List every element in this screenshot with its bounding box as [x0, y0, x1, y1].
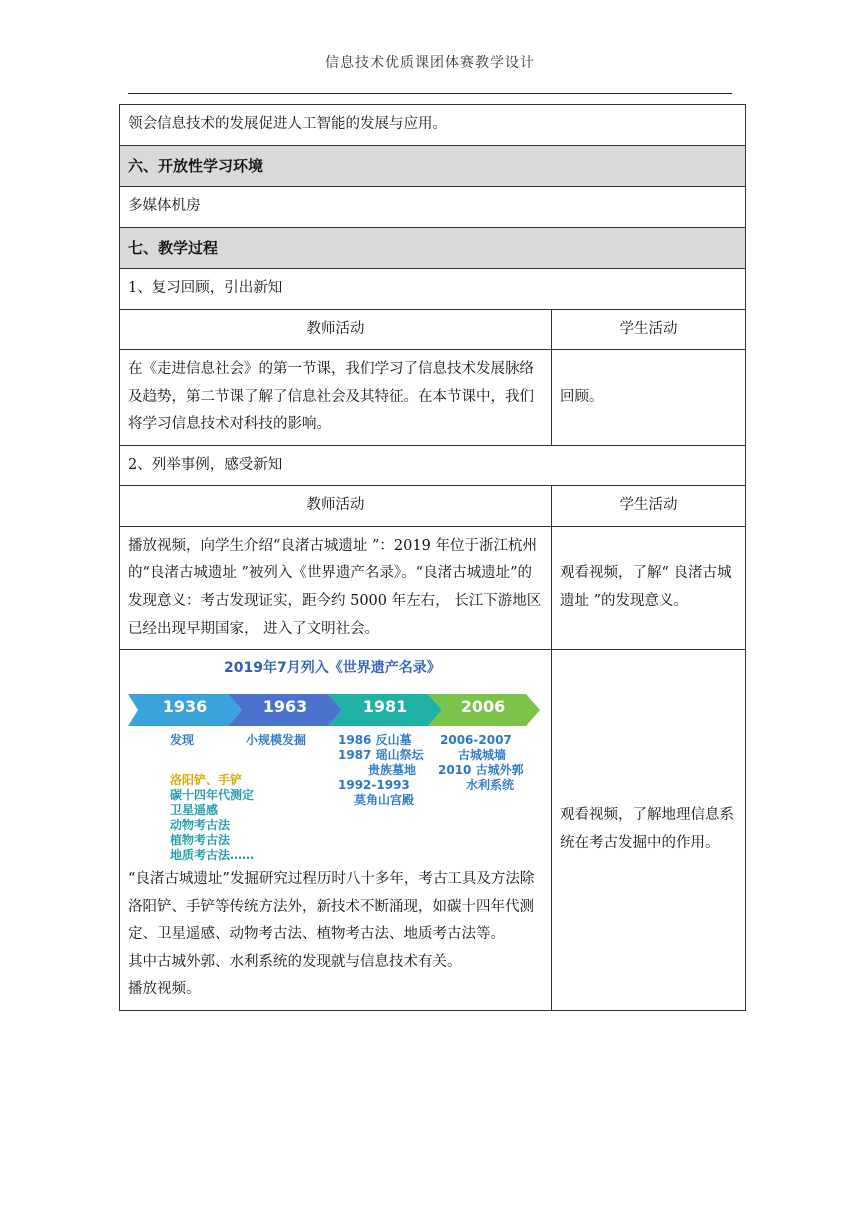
header-divider	[128, 93, 732, 94]
table-row	[120, 309, 746, 350]
section-heading-process: 七、教学过程	[120, 227, 746, 269]
table-row	[120, 445, 746, 486]
timeline-method-3: 动物考古法	[170, 818, 231, 833]
step3-teacher-activity	[120, 650, 552, 1011]
table-row	[120, 145, 746, 187]
step2-student-activity: 观看视频，了解“ 良渚古城遗址 ”的发现意义。	[552, 526, 746, 649]
timeline-method-0: 洛阳铲、手铲	[170, 773, 243, 788]
timeline-label-1981-4: 莫角山宫殿	[354, 793, 415, 808]
intro-text: 领会信息技术的发展促进人工智能的发展与应用。	[120, 105, 746, 146]
timeline-year-1936: 1936	[162, 697, 208, 717]
timeline-year-1963: 1963	[262, 697, 308, 717]
teacher-activity-header: 教师活动	[120, 309, 552, 350]
timeline-label-2006-3: 水利系统	[466, 778, 515, 793]
timeline-title: 2019年7月列入《世界遗产名录》	[224, 660, 441, 677]
step1-title: 1、复习回顾，引出新知	[120, 269, 746, 310]
step2-teacher-activity: 播放视频，向学生介绍“良渚古城遗址 ”：2019 年位于浙江杭州的“良渚古城遗址 ”被列入《世界遗产名录》。“良渚古城遗址”的发现意义：考古发现证实，距今约 5000 年左右， 长江下游地区已经出现早期国家， 进入了文明社会。	[120, 526, 552, 649]
timeline-year-2006: 2006	[460, 697, 506, 717]
table-row	[120, 105, 746, 146]
table-row	[120, 227, 746, 269]
lesson-plan-table	[119, 104, 746, 1011]
step1-student-activity: 回顾。	[552, 350, 746, 446]
step3-paragraph-2: 其中古城外郭、水利系统的发现就与信息技术有关。	[128, 953, 462, 970]
timeline-method-2: 卫星遥感	[170, 803, 219, 818]
timeline-method-5: 地质考古法……	[170, 848, 255, 863]
step2-title: 2、列举事例，感受新知	[120, 445, 746, 486]
timeline-label-1981-0: 1986 反山墓	[338, 733, 412, 748]
teacher-activity-header: 教师活动	[120, 486, 552, 527]
timeline-label-2006-0: 2006-2007	[440, 733, 512, 748]
table-row	[120, 650, 746, 1011]
section-heading-environment: 六、开放性学习环境	[120, 145, 746, 187]
step3-student-activity: 观看视频，了解地理信息系统在考古发掘中的作用。	[552, 650, 746, 1011]
page-header: 信息技术优质课团体赛教学设计	[325, 55, 535, 71]
table-row	[120, 187, 746, 228]
table-row	[120, 269, 746, 310]
step3-paragraph-3: 播放视频。	[128, 981, 201, 998]
table-row	[120, 350, 746, 446]
timeline-label-2006-1: 古城城墙	[458, 748, 507, 763]
timeline-label-1981-3: 1992-1993	[338, 778, 410, 793]
student-activity-header: 学生活动	[552, 486, 746, 527]
timeline-label-1981-1: 1987 瑶山祭坛	[338, 748, 424, 763]
student-activity-header: 学生活动	[552, 309, 746, 350]
step3-paragraph-1: “良渚古城遗址”发掘研究过程历时八十多年，考古工具及方法除洛阳铲、手铲等传统方法外，新技术不断涌现，如碳十四年代测定、卫星遥感、动物考古法、植物考古法、地质考古法等。	[128, 871, 535, 943]
timeline-label-1981-2: 贵族墓地	[368, 763, 417, 778]
table-row	[120, 486, 746, 527]
environment-content: 多媒体机房	[120, 187, 746, 228]
timeline-label-small-excavation: 小规模发掘	[246, 733, 307, 748]
liangzhu-timeline-image	[128, 658, 542, 863]
table-row	[120, 526, 746, 649]
timeline-label-2006-2: 2010 古城外郭	[438, 763, 524, 778]
timeline-label-discovery: 发现	[170, 733, 195, 748]
step1-teacher-activity: 在《走进信息社会》的第一节课，我们学习了信息技术发展脉络及趋势，第二节课了解了信息社会及其特征。在本节课中，我们将学习信息技术对科技的影响。	[120, 350, 552, 446]
timeline-year-1981: 1981	[362, 697, 408, 717]
timeline-method-1: 碳十四年代测定	[170, 788, 255, 803]
timeline-method-4: 植物考古法	[170, 833, 231, 848]
